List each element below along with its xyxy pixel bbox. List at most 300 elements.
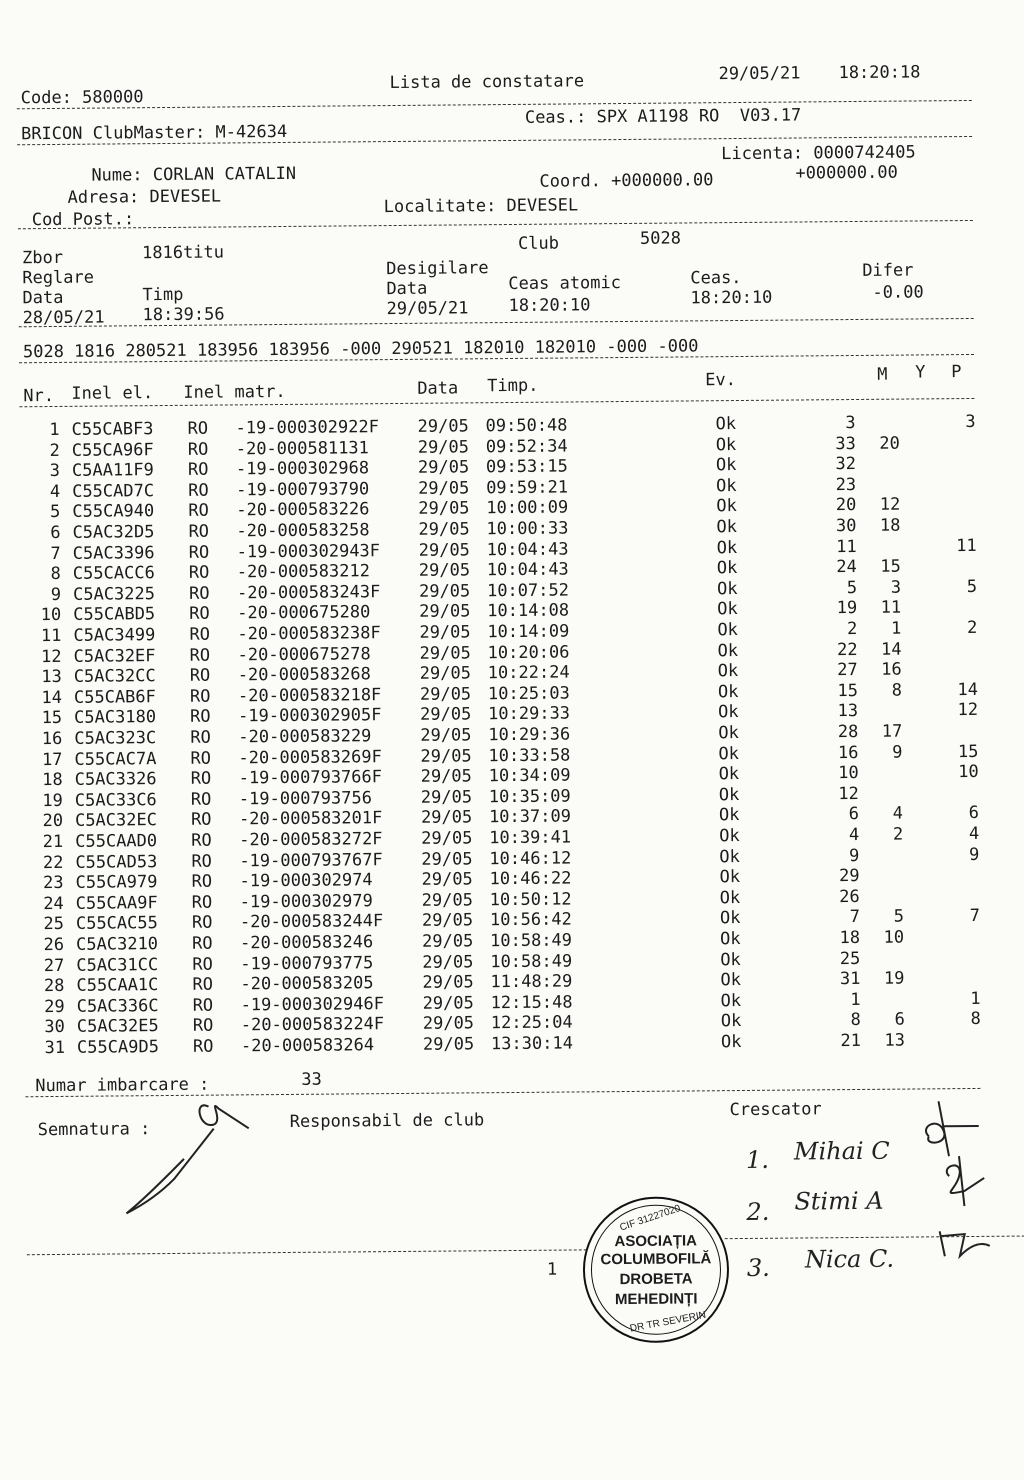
- cell-time: 10:46:22: [489, 869, 571, 890]
- cell-nr: 26: [30, 935, 64, 955]
- cell-time: 10:29:33: [488, 704, 570, 725]
- cell-ev: Ok: [717, 538, 738, 558]
- cell-ring: C55CAD53: [75, 852, 157, 873]
- cell-m: 15: [808, 681, 858, 701]
- cell-ev: Ok: [717, 641, 738, 661]
- cell-date: 29/05: [421, 787, 472, 807]
- cell-m: 28: [808, 722, 858, 742]
- cell-ring: C5AC32EC: [75, 810, 157, 831]
- cell-matr: -20-000583246: [240, 932, 373, 953]
- cell-y: 6: [869, 1010, 905, 1030]
- cell-ring: C55CAC7A: [74, 749, 156, 770]
- desigilare-label: Desigilare: [386, 258, 489, 279]
- cell-date: 29/05: [418, 458, 469, 478]
- cell-matr: -19-000793756: [239, 788, 372, 809]
- col-nr: Nr.: [23, 386, 54, 406]
- cell-date: 29/05: [421, 870, 472, 890]
- clock-label: Ceas.: SPX A1198 RO V03.17: [525, 105, 802, 127]
- cell-matr: -20-000675280: [237, 603, 370, 624]
- cell-nr: 27: [30, 956, 64, 976]
- cell-p: 12: [928, 700, 978, 720]
- cell-ring: C55CABF3: [72, 419, 154, 440]
- cell-matr: -20-000583226: [236, 500, 369, 521]
- cell-m: 29: [809, 866, 859, 886]
- postal-code: Cod Post.:: [32, 209, 135, 230]
- witness-2-name: Stimi A: [794, 1187, 883, 1216]
- cell-p: 5: [927, 577, 977, 597]
- code-line: 5028 1816 280521 183956 183956 -000 290521 182010 182010 -000 -000: [23, 336, 699, 362]
- witness-1-number: 1.: [746, 1146, 769, 1174]
- cell-date: 29/05: [422, 973, 473, 993]
- cell-time: 10:00:09: [486, 498, 568, 519]
- stamp-line-2: COLUMBOFILĂ: [585, 1250, 727, 1269]
- cell-time: 10:58:49: [490, 951, 572, 972]
- cell-matr: -20-000583224F: [241, 1015, 384, 1036]
- stamp-line-1: ASOCIAȚIA: [585, 1232, 727, 1251]
- cell-matr: -19-000793766F: [239, 767, 382, 788]
- cell-time: 09:52:34: [486, 436, 568, 457]
- cell-time: 10:00:33: [486, 519, 568, 540]
- col-y: Y: [915, 362, 925, 382]
- cell-ring: C55CAB6F: [74, 687, 156, 708]
- results-table: [0, 0, 1018, 4]
- cell-time: 10:22:24: [488, 663, 570, 684]
- locality: Localitate: DEVESEL: [384, 195, 579, 217]
- signature-scribble: [113, 1088, 264, 1219]
- cell-ring: C5AC31CC: [76, 955, 158, 976]
- cell-ro: RO: [188, 419, 209, 439]
- cell-ev: Ok: [717, 558, 738, 578]
- cell-m: 33: [806, 434, 856, 454]
- cell-m: 23: [806, 475, 856, 495]
- cell-ro: RO: [189, 604, 210, 624]
- cell-ev: Ok: [716, 517, 737, 537]
- cell-ev: Ok: [721, 1032, 742, 1052]
- cell-m: 11: [807, 537, 857, 557]
- cell-matr: -20-000583244F: [240, 912, 383, 933]
- witness-2-number: 2.: [746, 1198, 769, 1226]
- col-time: Timp.: [487, 376, 538, 396]
- association-stamp: [582, 1196, 729, 1343]
- cell-date: 29/05: [418, 519, 469, 539]
- cell-ring: C55CABD5: [73, 605, 155, 626]
- cell-ring: C55CAA1C: [76, 975, 158, 996]
- cell-matr: -20-000583264: [241, 1035, 374, 1056]
- cell-p: 4: [929, 824, 979, 844]
- cell-time: 10:33:58: [488, 745, 570, 766]
- cell-nr: 22: [29, 853, 63, 873]
- cell-ring: C55CA940: [72, 502, 154, 523]
- cell-date: 29/05: [421, 828, 472, 848]
- cell-ev: Ok: [716, 496, 737, 516]
- cell-ro: RO: [189, 625, 210, 645]
- cell-ro: RO: [191, 810, 212, 830]
- cell-date: 29/05: [419, 581, 470, 601]
- cell-ring: C5AC3225: [73, 584, 155, 605]
- cell-time: 10:35:09: [489, 786, 571, 807]
- cell-ev: Ok: [717, 599, 738, 619]
- cell-time: 10:37:09: [489, 807, 571, 828]
- witness-3-number: 3.: [747, 1254, 770, 1282]
- cell-nr: 20: [29, 811, 63, 831]
- cell-ev: Ok: [719, 826, 740, 846]
- cell-nr: 28: [30, 976, 64, 996]
- cell-nr: 24: [30, 894, 64, 914]
- cell-ev: Ok: [716, 414, 737, 434]
- cell-m: 31: [810, 969, 860, 989]
- cell-ev: Ok: [718, 702, 739, 722]
- cell-ev: Ok: [720, 908, 741, 928]
- cell-y: 10: [868, 928, 904, 948]
- cell-m: 22: [807, 640, 857, 660]
- cell-m: 26: [810, 887, 860, 907]
- owner-address: Adresa: DEVESEL: [68, 187, 222, 208]
- cell-p: 1: [931, 989, 981, 1009]
- cell-ring: C5AC32D5: [72, 522, 154, 543]
- cell-m: 16: [808, 743, 858, 763]
- cell-m: 10: [809, 763, 859, 783]
- cell-m: 8: [811, 1010, 861, 1030]
- cell-ro: RO: [189, 563, 210, 583]
- cell-p: 10: [929, 762, 979, 782]
- col-p: P: [951, 362, 961, 382]
- cell-ring: C5AC3180: [74, 707, 156, 728]
- cell-ro: RO: [188, 439, 209, 459]
- cell-y: 11: [865, 598, 901, 618]
- cell-time: 10:34:09: [489, 766, 571, 787]
- cell-matr: -19-000302946F: [241, 994, 384, 1015]
- cell-y: 1: [865, 619, 901, 639]
- cell-m: 12: [809, 784, 859, 804]
- cell-matr: -19-000302974: [239, 870, 372, 891]
- page-number: 1: [547, 1260, 557, 1280]
- license: Licenta: 0000742405: [721, 142, 916, 164]
- owner-name: Nume: CORLAN CATALIN: [91, 164, 296, 186]
- cell-ev: Ok: [716, 455, 737, 475]
- cell-date: 29/05: [419, 561, 470, 581]
- cell-time: 10:46:12: [489, 848, 571, 869]
- cell-ro: RO: [192, 913, 213, 933]
- cell-nr: 30: [31, 1017, 65, 1037]
- header-date: 29/05/21: [718, 63, 800, 84]
- cell-ev: Ok: [716, 435, 737, 455]
- cell-ring: C5AC3326: [75, 769, 157, 790]
- cell-m: 7: [810, 907, 860, 927]
- cell-date: 29/05: [420, 664, 471, 684]
- cell-ev: Ok: [721, 1011, 742, 1031]
- cell-time: 10:58:49: [490, 930, 572, 951]
- cell-nr: 25: [30, 914, 64, 934]
- cell-m: 30: [806, 516, 856, 536]
- witness-1-name: Mihai C: [794, 1137, 890, 1166]
- cell-matr: -20-000583243F: [237, 582, 380, 603]
- cell-matr: -20-000583269F: [238, 747, 381, 768]
- cell-m: 18: [810, 928, 860, 948]
- cell-nr: 4: [26, 482, 60, 502]
- cell-m: 9: [809, 846, 859, 866]
- cell-nr: 15: [28, 708, 62, 728]
- cell-ev: Ok: [719, 867, 740, 887]
- cell-date: 29/05: [420, 746, 471, 766]
- cell-matr: -19-000302968: [236, 458, 369, 479]
- cell-matr: -19-000793775: [240, 953, 373, 974]
- cell-date: 29/05: [419, 540, 470, 560]
- club-value: 5028: [640, 229, 681, 249]
- cell-matr: -20-000583212: [237, 561, 370, 582]
- cell-time: 10:25:03: [488, 683, 570, 704]
- cell-m: 27: [808, 660, 858, 680]
- club-responsible-label: Responsabil de club: [290, 1110, 485, 1132]
- header-time: 18:20:18: [838, 62, 920, 83]
- cell-ro: RO: [192, 892, 213, 912]
- cell-date: 29/05: [422, 890, 473, 910]
- cell-y: 17: [866, 722, 902, 742]
- cell-ro: RO: [190, 666, 211, 686]
- cell-ev: Ok: [718, 723, 739, 743]
- cell-ro: RO: [190, 707, 211, 727]
- col-ring-el: Inel el.: [71, 383, 153, 404]
- cell-nr: 14: [28, 688, 62, 708]
- cell-date: 29/05: [419, 622, 470, 642]
- cell-date: 29/05: [418, 416, 469, 436]
- cell-ring: C5AC323C: [74, 728, 156, 749]
- cell-y: 9: [866, 742, 902, 762]
- cell-p: 7: [930, 906, 980, 926]
- cell-nr: 19: [29, 791, 63, 811]
- cell-nr: 13: [28, 667, 62, 687]
- cell-time: 10:20:06: [487, 642, 569, 663]
- cell-ro: RO: [191, 769, 212, 789]
- cell-m: 2: [807, 619, 857, 639]
- cell-ro: RO: [190, 645, 211, 665]
- cell-y: 14: [865, 639, 901, 659]
- stamp-cif: CIF 31227020: [618, 1203, 682, 1234]
- cell-matr: -19-000302943F: [237, 541, 380, 562]
- cell-ro: RO: [190, 728, 211, 748]
- cell-nr: 31: [31, 1038, 65, 1058]
- cell-matr: -20-000583272F: [239, 829, 382, 850]
- cell-date: 29/05: [423, 1034, 474, 1054]
- cell-time: 09:53:15: [486, 457, 568, 478]
- cell-date: 29/05: [422, 931, 473, 951]
- cell-ring: C5AC32CC: [74, 666, 156, 687]
- cell-date: 29/05: [421, 767, 472, 787]
- cell-m: 21: [811, 1031, 861, 1051]
- cell-time: 10:56:42: [490, 910, 572, 931]
- cell-ring: C5AC33C6: [75, 790, 157, 811]
- cell-ev: Ok: [719, 805, 740, 825]
- stamp-line-3: DROBETA: [585, 1270, 727, 1289]
- cell-matr: -20-000583268: [238, 664, 371, 685]
- cell-nr: 17: [28, 750, 62, 770]
- cell-matr: -20-000675278: [238, 644, 371, 665]
- cell-ev: Ok: [720, 970, 741, 990]
- des-diff: -0.00: [872, 282, 923, 302]
- cell-matr: -19-000302905F: [238, 706, 381, 727]
- cell-m: 5: [807, 578, 857, 598]
- cell-ring: C5AC32EF: [74, 646, 156, 667]
- cell-nr: 8: [27, 564, 61, 584]
- coordinates-2: +000000.00: [795, 163, 898, 184]
- cell-y: 2: [867, 825, 903, 845]
- cell-nr: 1: [26, 420, 60, 440]
- cell-nr: 6: [26, 523, 60, 543]
- divider: [19, 398, 974, 407]
- cell-matr: -19-000793767F: [239, 850, 382, 871]
- cell-time: 10:07:52: [487, 580, 569, 601]
- cell-matr: -20-000581131: [236, 438, 369, 459]
- cell-ro: RO: [192, 975, 213, 995]
- cell-nr: 16: [28, 729, 62, 749]
- cell-matr: -20-000583201F: [239, 809, 382, 830]
- cell-matr: -20-000583238F: [237, 623, 380, 644]
- cell-m: 1: [811, 990, 861, 1010]
- col-ev: Ev.: [705, 370, 736, 390]
- cell-ro: RO: [190, 686, 211, 706]
- cell-ring: C5AC3499: [73, 625, 155, 646]
- cell-ring: C5AC32E5: [77, 1016, 159, 1037]
- cell-ev: Ok: [721, 991, 742, 1011]
- cell-matr: -20-000583218F: [238, 685, 381, 706]
- cell-y: 18: [864, 516, 900, 536]
- cell-nr: 9: [27, 585, 61, 605]
- cell-date: 29/05: [421, 808, 472, 828]
- embark-count: 33: [301, 1070, 322, 1090]
- diff-label: Difer: [862, 260, 913, 280]
- cell-ro: RO: [188, 460, 209, 480]
- cell-ro: RO: [190, 748, 211, 768]
- cell-nr: 12: [28, 647, 62, 667]
- cell-matr: -20-000583229: [238, 726, 371, 747]
- cell-y: 3: [865, 577, 901, 597]
- cell-nr: 21: [29, 832, 63, 852]
- cell-time: 10:14:08: [487, 601, 569, 622]
- cell-time: 10:04:43: [487, 560, 569, 581]
- reg-time: 18:39:56: [143, 304, 225, 325]
- cell-nr: 18: [29, 770, 63, 790]
- cell-ev: Ok: [718, 661, 739, 681]
- stamp-line-4: MEHEDINȚI: [585, 1290, 727, 1309]
- cell-ev: Ok: [719, 847, 740, 867]
- cell-date: 29/05: [423, 993, 474, 1013]
- cell-ev: Ok: [719, 764, 740, 784]
- cell-ro: RO: [188, 522, 209, 542]
- witness-3-name: Nica C.: [805, 1245, 894, 1274]
- cell-m: 3: [806, 413, 856, 433]
- club-label: Club: [518, 234, 559, 254]
- cell-time: 13:30:14: [491, 1033, 573, 1054]
- cell-p: 2: [927, 618, 977, 638]
- cell-ring: C5AC3210: [76, 934, 158, 955]
- cell-y: 16: [866, 660, 902, 680]
- cell-ring: C55CAA9F: [76, 893, 158, 914]
- col-m: M: [877, 365, 887, 385]
- cell-ring: C55CACC6: [73, 563, 155, 584]
- reg-date: 28/05/21: [23, 308, 105, 329]
- cell-matr: -20-000583258: [236, 520, 369, 541]
- cell-nr: 23: [29, 873, 63, 893]
- cell-p: 15: [928, 742, 978, 762]
- cell-y: 13: [869, 1031, 905, 1051]
- cell-nr: 29: [31, 997, 65, 1017]
- reg-date-label: Data: [22, 288, 63, 308]
- cell-nr: 2: [26, 441, 60, 461]
- code-label: Code: 580000: [21, 87, 144, 108]
- cell-ev: Ok: [716, 476, 737, 496]
- cell-ring: C55CAC55: [76, 913, 158, 934]
- cell-matr: -19-000793790: [236, 479, 369, 500]
- cell-date: 29/05: [422, 952, 473, 972]
- cell-ring: C5AC336C: [77, 996, 159, 1017]
- cell-m: 6: [809, 804, 859, 824]
- cell-date: 29/05: [420, 725, 471, 745]
- cell-y: 8: [866, 680, 902, 700]
- cell-time: 10:04:43: [487, 539, 569, 560]
- cell-y: 4: [867, 804, 903, 824]
- cell-ro: RO: [188, 480, 209, 500]
- cell-ev: Ok: [718, 682, 739, 702]
- signature-label: Semnatura :: [38, 1119, 151, 1140]
- cell-p: 14: [928, 680, 978, 700]
- cell-p: 9: [929, 845, 979, 865]
- cell-date: 29/05: [419, 602, 470, 622]
- divider: [18, 220, 973, 229]
- flight-label: Zbor: [22, 248, 63, 268]
- cell-ro: RO: [191, 851, 212, 871]
- cell-ring: C55CAAD0: [75, 831, 157, 852]
- cell-matr: -20-000583205: [240, 973, 373, 994]
- cell-ro: RO: [193, 1016, 214, 1036]
- reglare-label: Reglare: [22, 268, 94, 289]
- cell-ring: C55CAD7C: [72, 481, 154, 502]
- cell-y: 19: [868, 969, 904, 989]
- cell-time: 10:14:09: [487, 621, 569, 642]
- cell-m: 32: [806, 454, 856, 474]
- cell-time: 10:29:36: [488, 724, 570, 745]
- cell-date: 29/05: [420, 684, 471, 704]
- des-atomic: 18:20:10: [508, 295, 590, 316]
- cell-nr: 5: [26, 502, 60, 522]
- witness-signatures: [908, 1096, 999, 1267]
- des-date: 29/05/21: [386, 298, 468, 319]
- atomic-clock-label: Ceas atomic: [508, 273, 621, 294]
- cell-ro: RO: [192, 934, 213, 954]
- cell-nr: 11: [27, 626, 61, 646]
- cell-p: 11: [927, 536, 977, 556]
- cell-ring: C55CA96F: [72, 440, 154, 461]
- cell-p: 3: [926, 412, 976, 432]
- breeder-label: Crescator: [729, 1099, 821, 1120]
- cell-ev: Ok: [718, 744, 739, 764]
- cell-ro: RO: [191, 789, 212, 809]
- cell-date: 29/05: [418, 478, 469, 498]
- col-date: Data: [417, 378, 458, 398]
- cell-ro: RO: [189, 542, 210, 562]
- cell-time: 10:50:12: [490, 889, 572, 910]
- cell-ro: RO: [191, 831, 212, 851]
- cell-time: 12:15:48: [491, 992, 573, 1013]
- cell-y: 20: [864, 433, 900, 453]
- cell-m: 4: [809, 825, 859, 845]
- cell-nr: 7: [27, 544, 61, 564]
- cell-ring: C5AC3396: [73, 543, 155, 564]
- cell-matr: -19-000302979: [240, 891, 373, 912]
- cell-ev: Ok: [720, 950, 741, 970]
- cell-ro: RO: [192, 954, 213, 974]
- cell-ev: Ok: [719, 785, 740, 805]
- cell-m: 24: [807, 557, 857, 577]
- document-title: Lista de constatare: [390, 71, 585, 93]
